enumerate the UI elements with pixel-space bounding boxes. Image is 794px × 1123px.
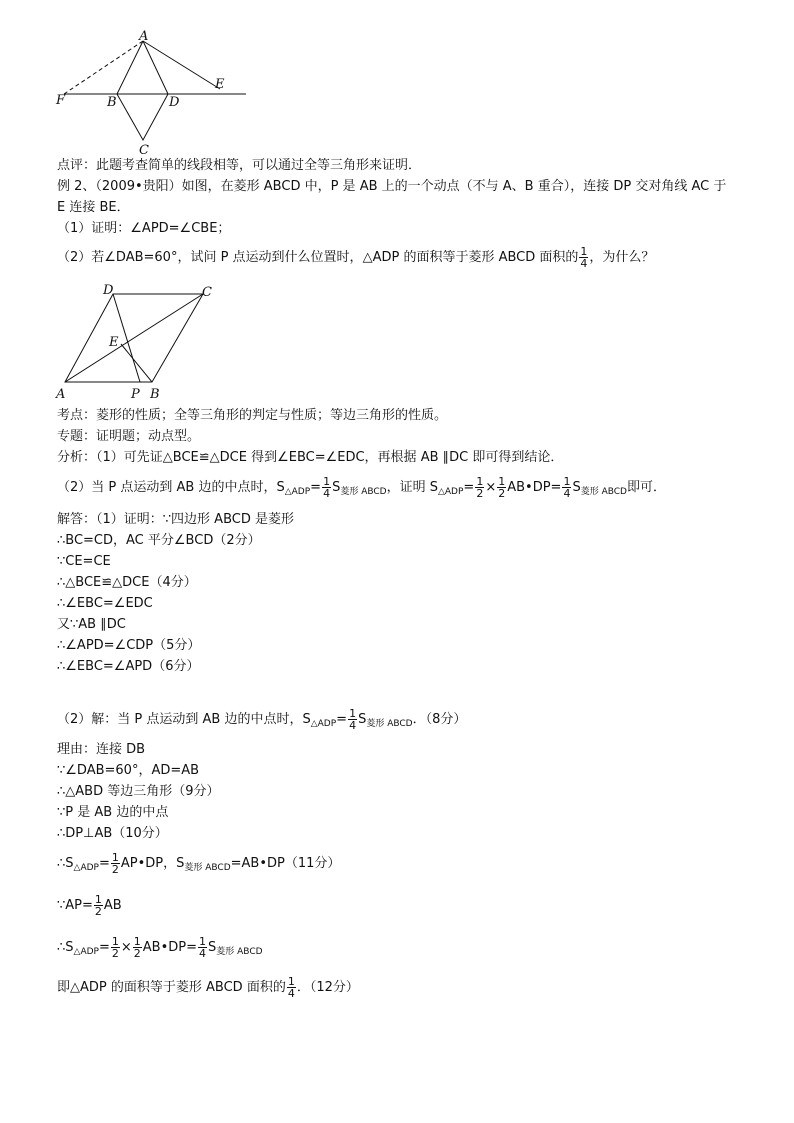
label-e: E [109, 335, 119, 350]
kaodian: 考点：菱形的性质；全等三角形的判定与性质；等边三角形的性质。 [57, 408, 448, 423]
reason-6: $\therefore S_{\triangle ADP}=$ $\frac{1}{2}$ AP•DP，$S_{菱形 ABCD}=AB•DP(11$分） [57, 851, 341, 876]
label-e: E [215, 77, 225, 92]
reason-8: $\therefore S_{\triangle ADP}=$ $\frac{1}{2}$ × $\frac{1}{2}$ AB•DP= $\frac{1}{4}$ $S_{菱形 ABCD}$ [57, 935, 263, 960]
comment: 点评：此题考查简单的线段相等，可以通过全等三角形来证明． [57, 158, 422, 173]
zhuanti: 专题：证明题；动点型。 [57, 429, 201, 444]
step-7: ∴∠EBC=∠APD（6分） [57, 659, 200, 674]
step-1: ∴BC=CD，AC 平分∠BCD（2分） [57, 533, 261, 548]
step-6: ∴∠APD=∠CDP（5分） [57, 638, 201, 653]
question-1: （1）证明：∠APD=∠CBE； [57, 221, 231, 236]
question-2: （2）若∠DAB=60°，试问 P 点运动到什么位置时，△ADP 的面积等于菱形 ABCD 面积的 $\frac{1}{4}$ ，为什么？ [57, 245, 655, 270]
step-3: ∴△BCE≌△DCE（4分） [57, 575, 197, 590]
reason-5: ∴DP⊥AB（10分） [57, 826, 168, 841]
label-c: C [202, 285, 212, 300]
label-b: B [107, 95, 117, 110]
diagonal-ac [65, 294, 203, 382]
label-c: C [139, 143, 149, 158]
rhombus-abcd [117, 41, 168, 140]
reason-7: ∵AP= $\frac{1}{2}$ AB [57, 893, 122, 918]
step-5: 又∵AB ∥DC [57, 617, 126, 632]
reason-3: ∴△ABD 等边三角形（9分） [57, 784, 220, 799]
step-2: ∵CE=CE [57, 554, 111, 569]
reason-2: ∵∠DAB=60°，AD=AB [57, 763, 200, 778]
figure-1-diagram [55, 30, 255, 158]
label-a: A [56, 387, 66, 402]
label-a: A [139, 30, 149, 44]
fraction-1-4: $\frac{1}{4}$ [580, 245, 588, 270]
fenxi-2: （2）当 P 点运动到 AB 边的中点时，$S_{\triangle ADP}=$ $\frac{1}{4}$ $S_{菱形 ABCD}$，证明 $S_{\triangle ADP}=$ $\frac{1}{2}$ × $\frac{1}{2}$ AB•DP= $\frac{1}{4}$ $S_{菱形 ABCD}$即可． [57, 475, 666, 500]
line-be [121, 344, 152, 382]
final-conclusion: 即△ADP 的面积等于菱形 ABCD 面积的 $\frac{1}{4}$ ．（12分） [57, 975, 359, 1000]
label-b: B [150, 387, 160, 402]
figure-2-rhombus-diagram [55, 282, 225, 404]
solution-heading: 解答：（1）证明：∵四边形 ABCD 是菱形 [57, 512, 294, 527]
example-2-cont: E 连接 BE． [57, 200, 130, 215]
example-2-title: 例 2、（2009•贵阳）如图，在菱形 ABCD 中，P 是 AB 上的一个动点（不与 A、B 重合），连接 DP 交对角线 AC 于 [57, 179, 727, 194]
step-4: ∴∠EBC=∠EDC [57, 596, 153, 611]
label-d: D [103, 283, 114, 298]
label-p: P [131, 387, 140, 402]
part-2-answer: （2）解：当 P 点运动到 AB 边的中点时，$S_{\triangle ADP}=$ $\frac{1}{4}$ $S_{菱形 ABCD}$．（8分） [57, 707, 467, 732]
fenxi-1: 分析：（1）可先证△BCE≌△DCE 得到∠EBC=∠EDC，再根据 AB ∥DC 即可得到结论． [57, 450, 564, 465]
reason-1: 理由：连接 DB [57, 742, 146, 757]
label-f: F [56, 93, 66, 108]
dashed-line-fa [64, 41, 143, 94]
reason-4: ∵P 是 AB 边的中点 [57, 805, 169, 820]
label-d: D [169, 95, 180, 110]
